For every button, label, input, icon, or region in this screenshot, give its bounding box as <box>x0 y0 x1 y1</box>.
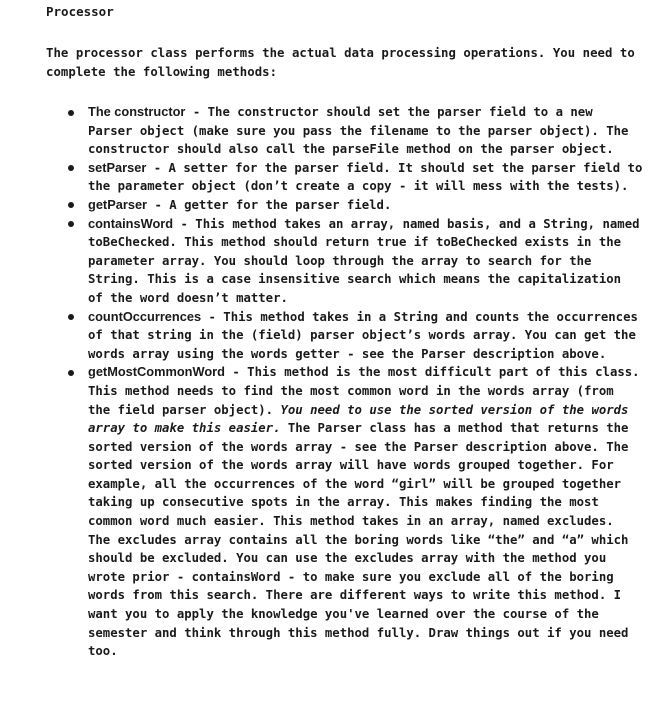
list-item-setparser <box>88 159 643 196</box>
list-item-countoccurrences <box>88 308 643 364</box>
intro-paragraph: The processor class performs the actual data processing operations. You need to complete the following methods: <box>46 46 635 79</box>
list-item-getmostcommonword <box>88 363 643 661</box>
emphasis-text: You need to use the sorted version of the words array to make this easier. <box>88 402 629 436</box>
method-description: - This method takes in a String and counts the occurrences of that string in the (field) parser object’s words array. You can get the words array using the words getter - see the Parser description above. <box>88 309 638 361</box>
method-description: - This method is the most difficult part of this class. This method needs to find the most common word in the words array (from the field parser object). <box>88 365 640 417</box>
method-name: getMostCommonWord <box>88 364 225 380</box>
method-description: - The constructor should set the parser field to a new Parser object (make sure you pass the filename to the parser object). The constructor should also call the parseFile method on the parser object. <box>88 105 629 157</box>
method-name: The constructor <box>88 104 186 119</box>
method-name: containsWord <box>88 215 174 231</box>
list-item-getparser <box>88 196 643 215</box>
method-description-continued: The Parser class has a method that returns the sorted version of the words array - see the Parser description above. The sorted version of the words array will have words grouped together. For example, all the occurrences of the word “girl” will be grouped together taking up consecutive spots in the array. This makes finding the most common word much easier. This method takes in an array, named excludes. The excludes array contains all the boring words like “the” and “a” which should be excluded. You can use the excludes array with the method you wrote prior - containsWord - to make sure you exclude all of the boring words from this search. There are different ways to write this method. I want you to apply the knowledge you've learned over the course of the semester and think through this method fully. Draw things out if you need too. <box>88 421 629 659</box>
page-title: Processor <box>46 4 114 19</box>
method-name: setParser <box>88 159 147 175</box>
list-item-constructor <box>88 103 643 159</box>
method-list <box>46 103 643 661</box>
method-description: - This method takes an array, named basis, and a String, named toBeChecked. This method should return true if toBeChecked exists in the parameter array. You should loop through the array to search for the String. This is a case insensitive search which means the capitalization of the word doesn’t matter. <box>88 216 640 305</box>
method-name: countOccurrences <box>88 308 202 324</box>
method-name: getParser <box>88 196 148 212</box>
method-description: - A getter for the parser field. <box>147 197 392 212</box>
method-description: - A setter for the parser field. It should set the parser field to the parameter object (don’t create a copy - it will mess with the tests). <box>88 160 643 194</box>
list-item-containsword <box>88 215 643 308</box>
